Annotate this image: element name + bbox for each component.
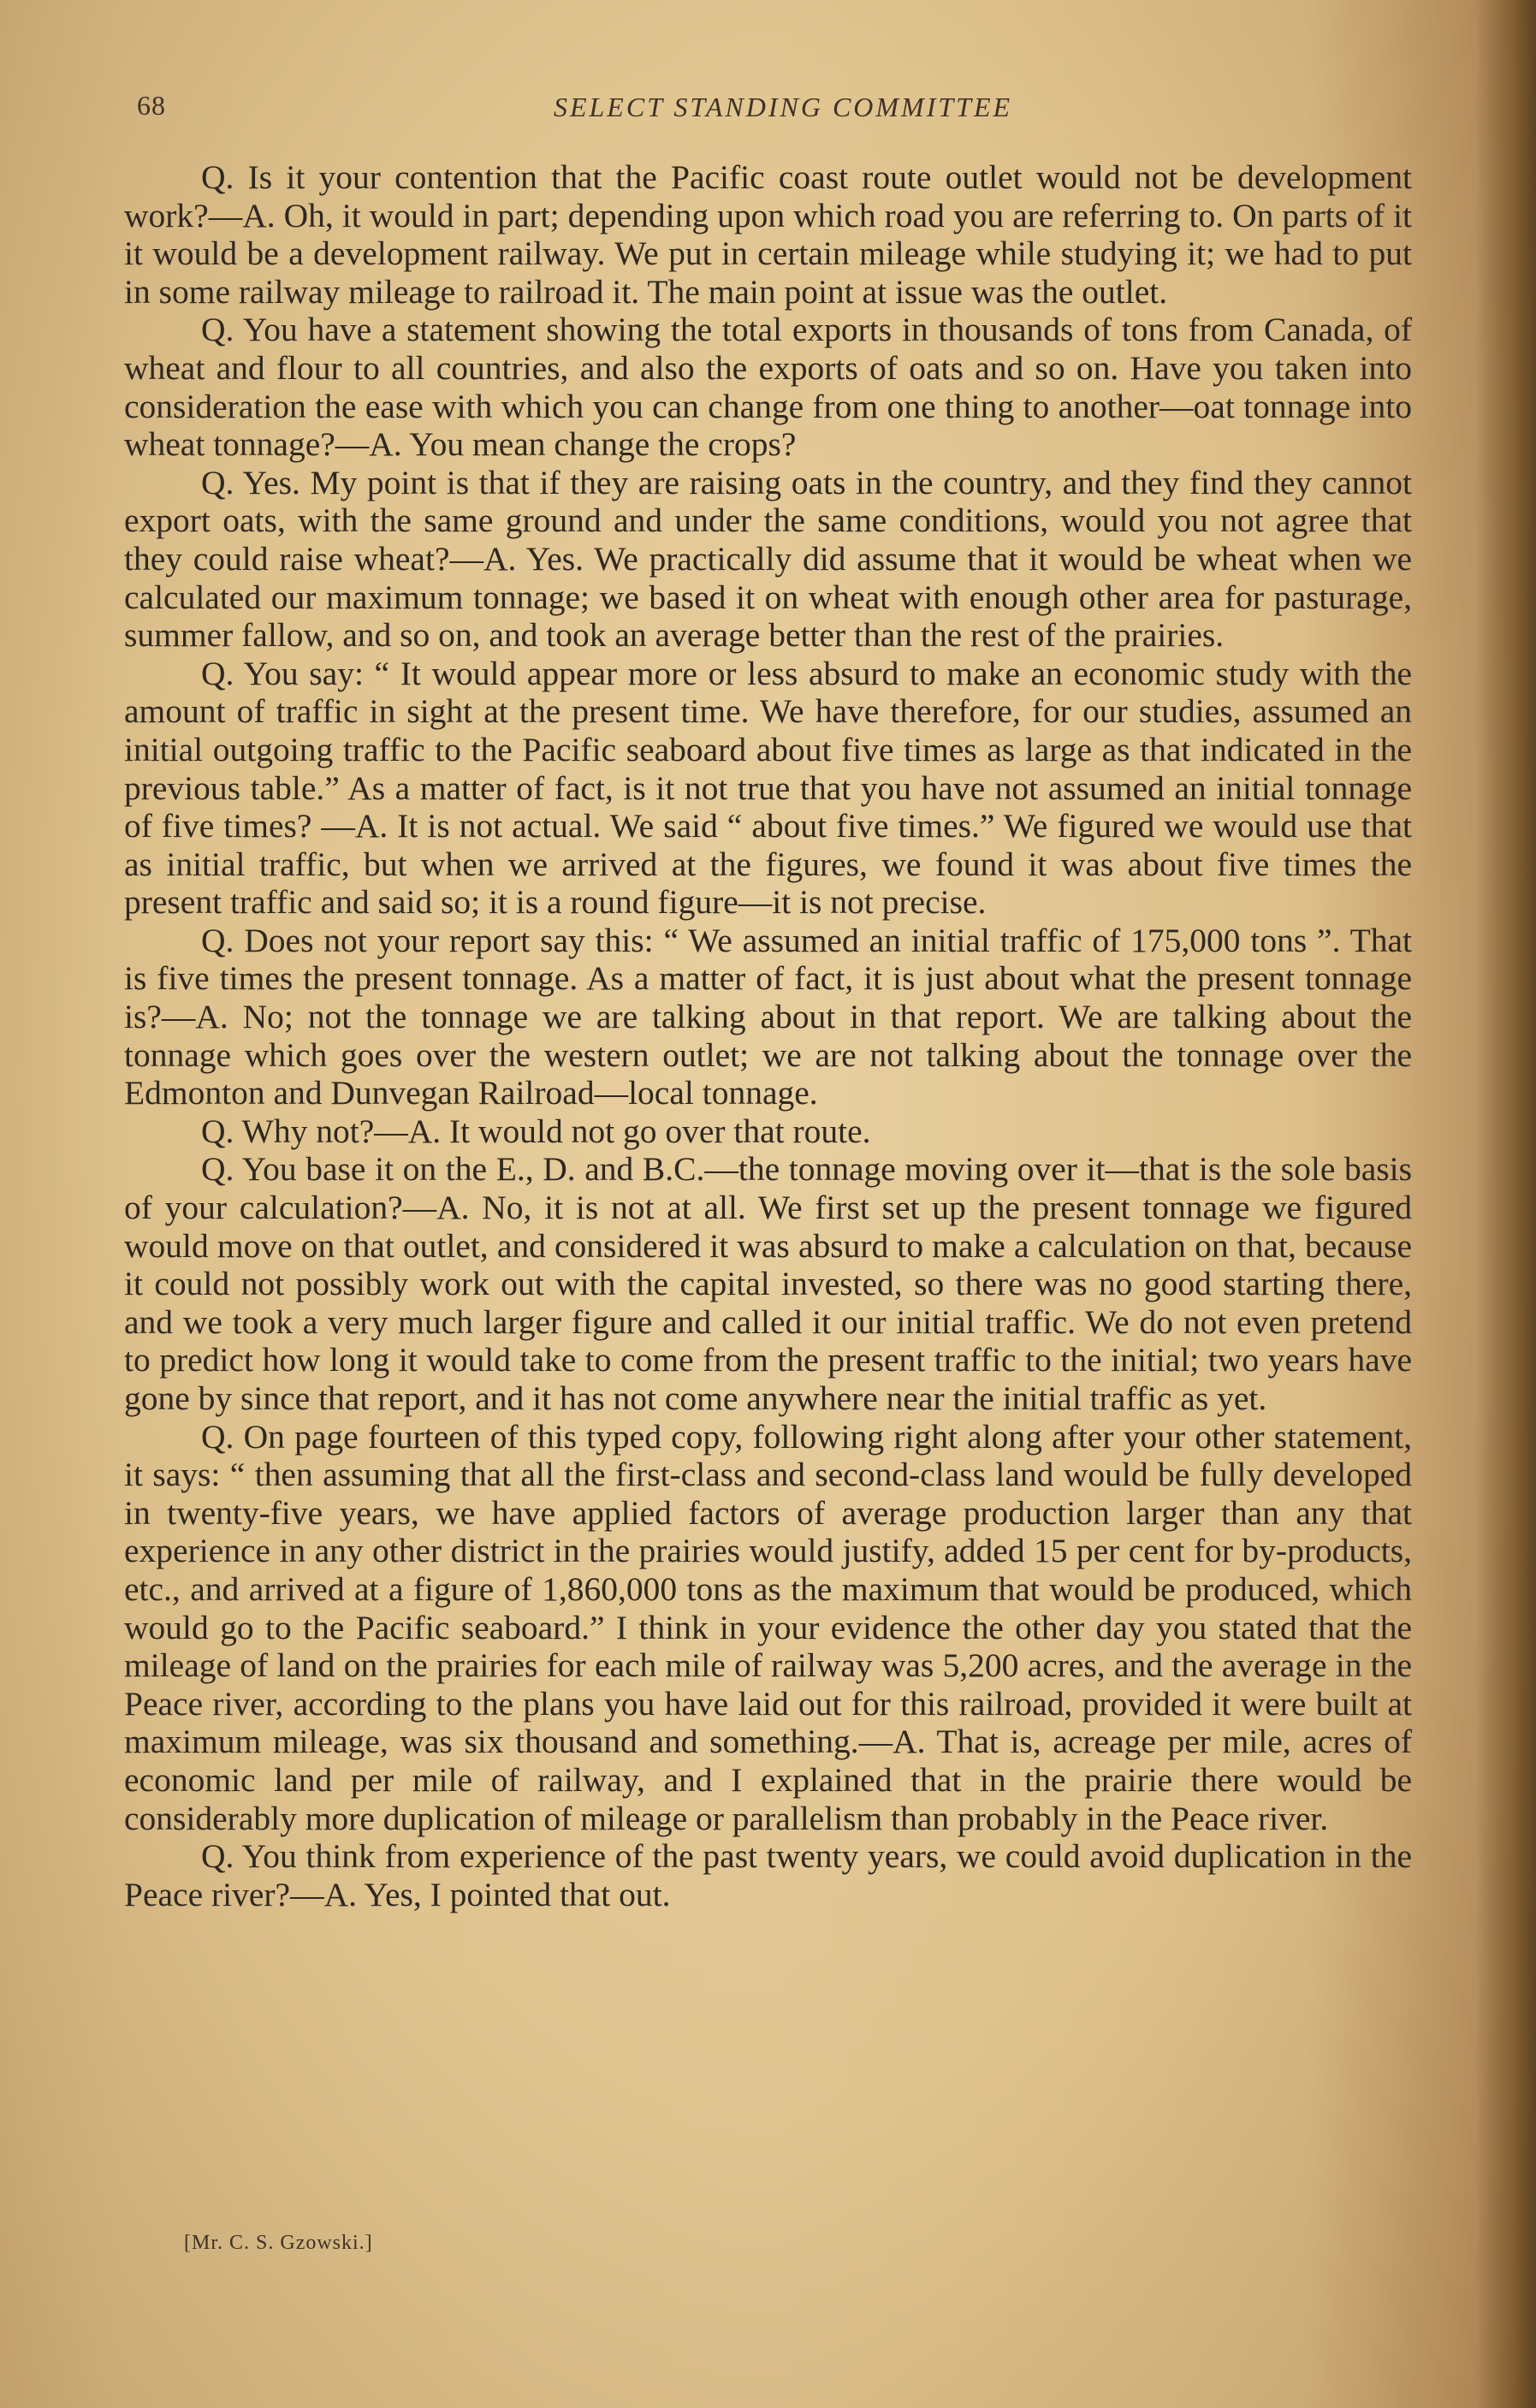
page-header xyxy=(137,90,1429,133)
paragraph-exports-statement: Q. You have a statement showing the total exports in thousands of tons from Canada, of wheat and flour to all countries, and also the exports of oats and so on. Have you taken into consideration the ease with which you can change from one thing to another—oat tonnage into wheat tonnage?—A. You mean change the crops? xyxy=(124,311,1412,464)
paragraph-duplication: Q. You think from experience of the past twenty years, we could avoid duplication in the Peace river?—A. Yes, I pointed that out. xyxy=(124,1837,1412,1913)
running-head: SELECT STANDING COMMITTEE xyxy=(553,92,1013,122)
paragraph-pacific-coast-outlet: Q. Is it your contention that the Pacific coast route outlet would not be development work?—A. Oh, it would in part; depending upon which road you are referring to. On parts of it it would be a development railway. We put in certain mileage while studying it; we had to put in some railway mileage to railroad it. The main point at issue was the outlet. xyxy=(124,158,1412,311)
body-text xyxy=(124,158,1412,1913)
paragraph-page-fourteen: Q. On page fourteen of this typed copy, following right along after your other statement, it says: “ then assuming that all the first-class and second-class land would be fully developed in twenty-five years, we have applied factors of average production larger than any that experience in any other district in the prairies would justify, added 15 per cent for by-products, etc., and arrived at a figure of 1,860,000 tons as the maximum that would be produced, which would go to the Pacific seaboard.” I think in your evidence the other day you stated that the mileage of land on the prairies for each mile of railway was 5,200 acres, and the average in the Peace river, according to the plans you have laid out for this railroad, provided it were built at maximum mileage, was six thousand and something.—A. That is, acreage per mile, acres of economic land per mile of railway, and I explained that in the prairie there would be considerably more duplication of mileage or parallelism than probably in the Peace river. xyxy=(124,1417,1412,1837)
paragraph-oats-wheat: Q. Yes. My point is that if they are raising oats in the country, and they find they cannot export oats, with the same ground and under the same conditions, would you not agree that they could raise wheat?—A. Yes. We practically did assume that it would be wheat when we calculated our maximum tonnage; we based it on wheat with enough other area for pasturage, summer fallow, and so on, and took an average better than the rest of the prairies. xyxy=(124,463,1412,655)
witness-note: [Mr. C. S. Gzowski.] xyxy=(184,2232,373,2254)
paragraph-five-times: Q. You say: “ It would appear more or less absurd to make an economic study with the amount of traffic in sight at the present time. We have therefore, for our studies, assumed an initial outgoing traffic to the Pacific seaboard about five times as large as that indicated in the previous table.” As a matter of fact, is it not true that you have not assumed an initial tonnage of five times? —A. It is not actual. We said “ about five times.” We figured we would use that as initial traffic, but when we arrived at the figures, we found it was about five times the present traffic and said so; it is a round figure—it is not precise. xyxy=(124,654,1412,922)
page-number: 68 xyxy=(137,90,166,121)
paragraph-initial-traffic: Q. Does not your report say this: “ We assumed an initial traffic of 175,000 tons ”. That is five times the present tonnage. As a matter of fact, it is just about what the present tonnage is?—A. No; not the tonnage we are talking about in that report. We are talking about the tonnage which goes over the western outlet; we are not talking about the tonnage over the Edmonton and Dunvegan Railroad—local tonnage. xyxy=(124,921,1412,1112)
paragraph-basis-calculation: Q. You base it on the E., D. and B.C.—the tonnage moving over it—that is the sole basis of your calculation?—A. No, it is not at all. We first set up the present tonnage we figured would move on that outlet, and considered it was absurd to make a calculation on that, because it could not possibly work out with the capital invested, so there was no good starting there, and we took a very much larger figure and called it our initial traffic. We do not even pretend to predict how long it would take to come from the present traffic to the initial; two years have gone by since that report, and it has not come anywhere near the initial traffic as yet. xyxy=(124,1150,1412,1417)
paragraph-why-not: Q. Why not?—A. It would not go over that route. xyxy=(201,1112,871,1150)
